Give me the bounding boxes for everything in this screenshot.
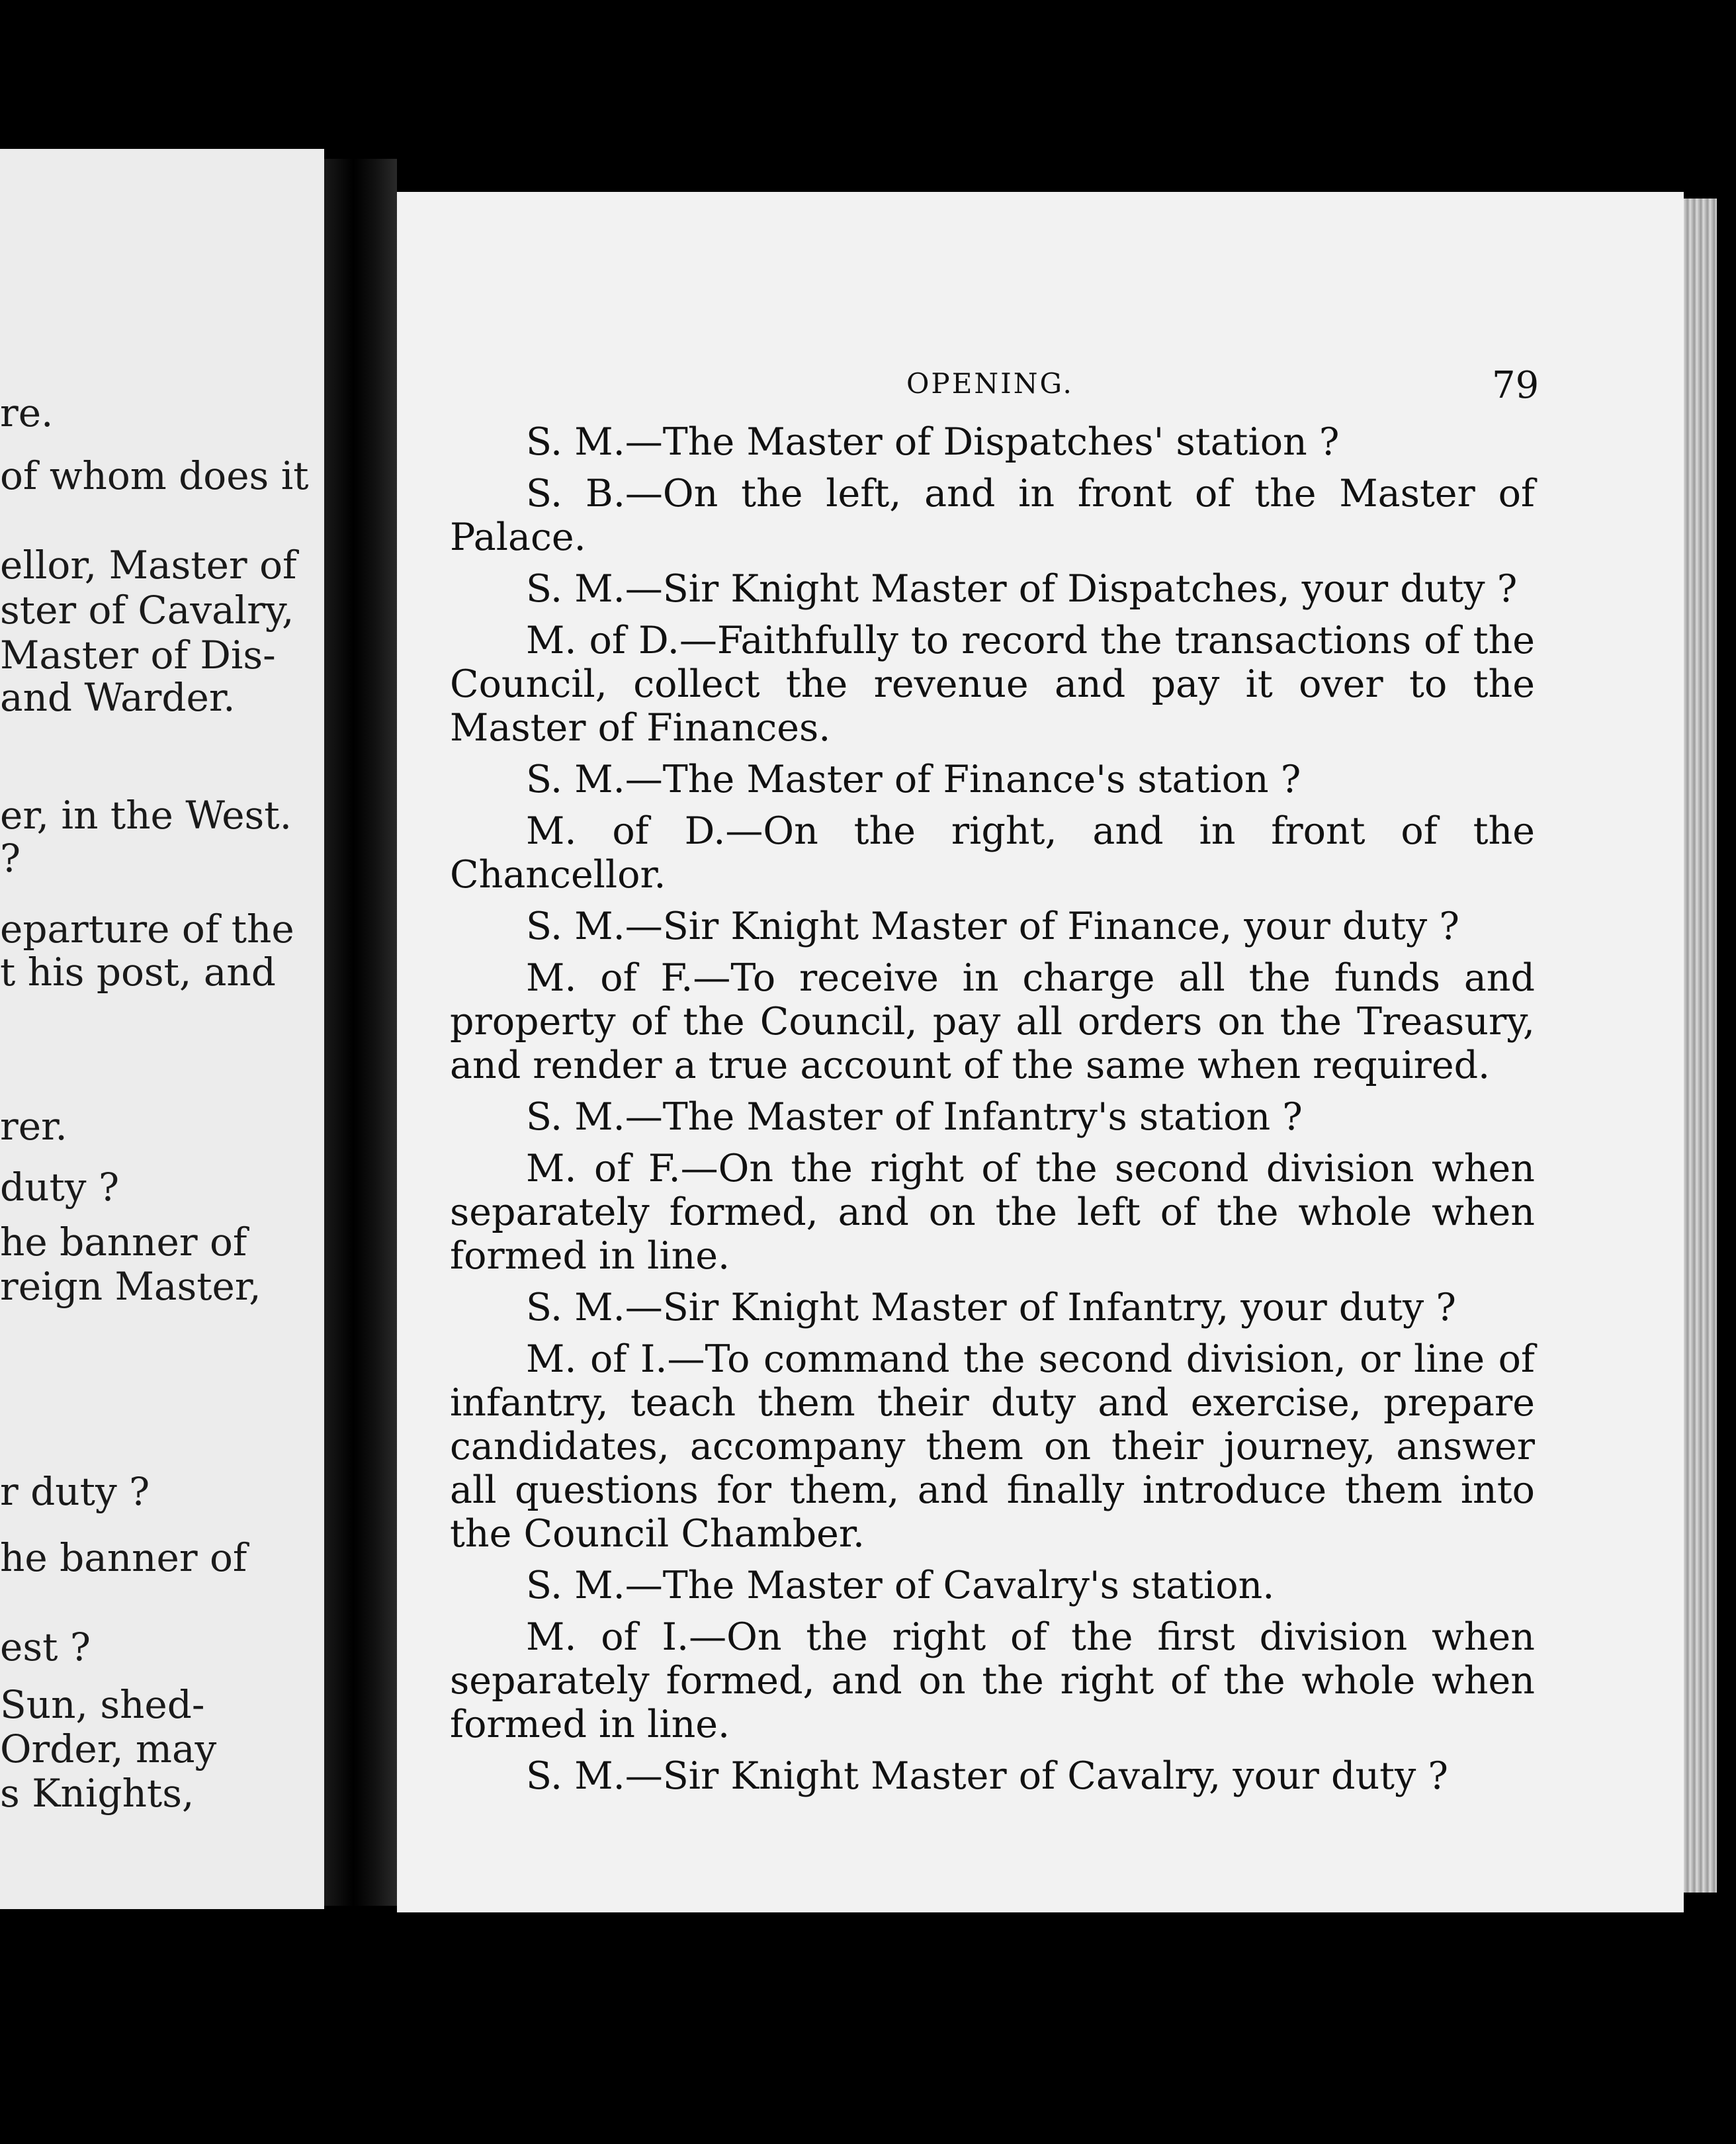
paragraph: M. of D.—On the right, and in front of the Chancellor.: [450, 809, 1535, 897]
left-page-line: and Warder.: [0, 675, 236, 720]
page-edges: [1684, 199, 1717, 1893]
running-head: OPENING.: [906, 367, 1074, 400]
paragraph: S. M.—The Master of Finance's station ?: [526, 758, 1301, 801]
paragraph: M. of F.—To receive in charge all the funds and property of the Council, pay all orders on the Treasury, and render a true account of the same when required.: [450, 956, 1535, 1087]
paragraph: M. of I.—To command the second division, or line of infantry, teach them their duty and exercise, prepare candidates, accompany them on their journey, answer all questions for them, and finally introduce them into the Council Chamber.: [450, 1337, 1535, 1556]
left-page-line: r duty ?: [0, 1469, 150, 1514]
left-page-line: he banner of: [0, 1220, 247, 1265]
paragraph: S. M.—Sir Knight Master of Cavalry, your duty ?: [526, 1754, 1448, 1798]
text-block: [450, 420, 1535, 1806]
paragraph: S. M.—Sir Knight Master of Dispatches, your duty ?: [526, 567, 1518, 611]
left-page-line: Order, may: [0, 1726, 217, 1771]
left-page-line: re.: [0, 390, 54, 435]
paragraph: S. B.—On the left, and in front of the Master of Palace.: [450, 472, 1535, 559]
left-page-line: ellor, Master of: [0, 543, 297, 588]
paragraph: S. M.—The Master of Cavalry's station.: [526, 1564, 1275, 1607]
left-page-line: eparture of the: [0, 907, 294, 952]
left-page-line: of whom does it: [0, 453, 309, 498]
paragraph: S. M.—The Master of Dispatches' station ?: [526, 420, 1340, 464]
book-gutter: [324, 159, 397, 1906]
left-page-line: he banner of: [0, 1535, 247, 1580]
paragraph: M. of F.—On the right of the second division when separately formed, and on the left of the whole when formed in line.: [450, 1147, 1535, 1278]
left-page: [0, 149, 324, 1909]
left-page-line: er, in the West.: [0, 793, 292, 838]
left-page-line: reign Master,: [0, 1264, 261, 1309]
paragraph: S. M.—The Master of Infantry's station ?: [526, 1095, 1303, 1139]
paragraph: S. M.—Sir Knight Master of Finance, your duty ?: [526, 905, 1459, 948]
paragraph: M. of D.—Faithfully to record the transactions of the Council, collect the revenue and pay it over to the Master of Finances.: [450, 619, 1535, 750]
left-page-line: t his post, and: [0, 950, 276, 995]
left-page-line: Master of Dis-: [0, 633, 276, 678]
left-page-line: s Knights,: [0, 1771, 195, 1816]
left-page-line: ster of Cavalry,: [0, 588, 294, 633]
left-page-line: est ?: [0, 1625, 91, 1670]
paragraph: M. of I.—On the right of the first division when separately formed, and on the right of the whole when formed in line.: [450, 1615, 1535, 1746]
left-page-line: rer.: [0, 1104, 67, 1149]
left-page-line: ?: [0, 836, 21, 881]
left-page-line: duty ?: [0, 1165, 120, 1210]
left-page-line: Sun, shed-: [0, 1682, 205, 1727]
paragraph: S. M.—Sir Knight Master of Infantry, your duty ?: [526, 1286, 1456, 1329]
page-number: 79: [1492, 364, 1540, 407]
